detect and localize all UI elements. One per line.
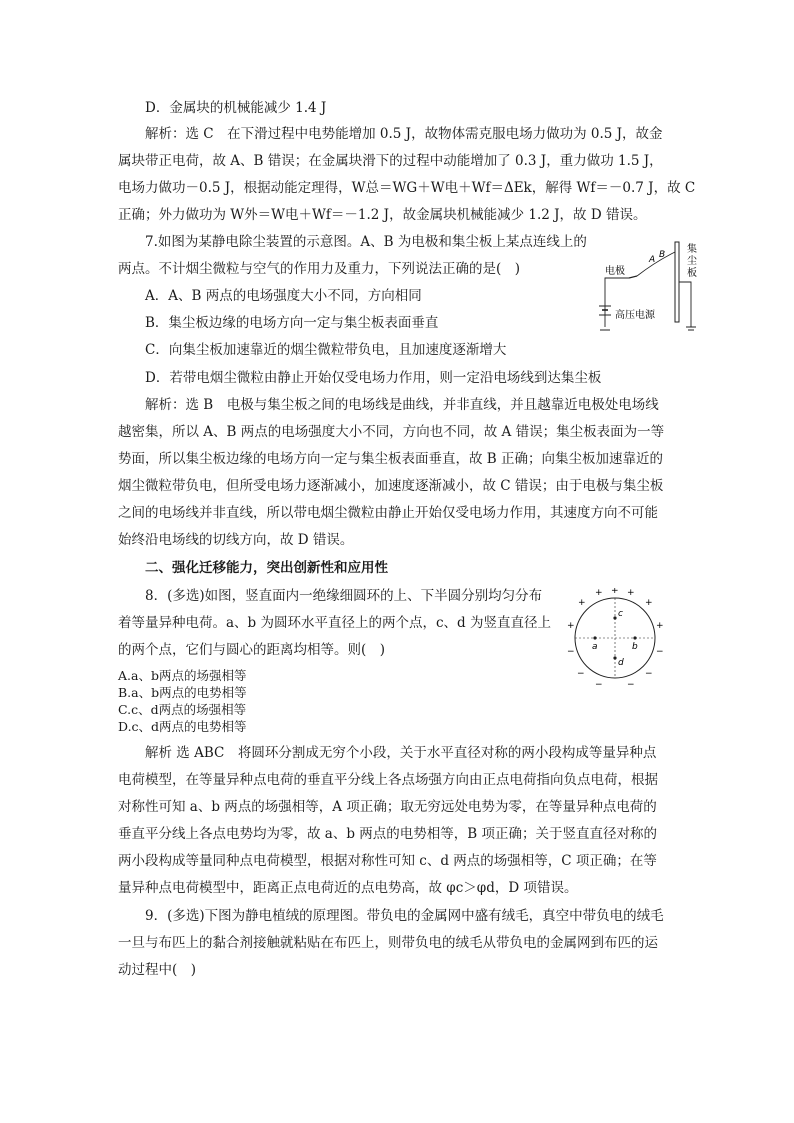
label-a: a xyxy=(592,642,598,652)
wire-right xyxy=(679,282,691,327)
option-b-q8: B.a、b两点的电势相等 xyxy=(118,685,247,700)
charged-ring-diagram xyxy=(565,588,665,688)
analysis-q6-line1: 解析：选 C 在下滑过程中电势能增加 0.5 J，故物体需克服电场力做功为 0.5 J，故金 xyxy=(145,126,663,142)
analysis-q8-line2: 电荷模型，在等量异种点电荷的垂直平分线上各点场强方向由正点电荷指向负点电荷，根据 xyxy=(118,772,658,788)
point-c xyxy=(613,616,616,619)
option-c-q8: C.c、d两点的场强相等 xyxy=(118,702,247,717)
electrode xyxy=(629,276,637,278)
question-9-stem-line2: 一旦与布匹上的黏合剂接触就粘贴在布匹上，则带负电的绒毛从带负电的金属网到布匹的运 xyxy=(118,935,658,951)
section-heading: 二、强化迁移能力，突出创新性和应用性 xyxy=(145,560,388,576)
analysis-q7-line6: 始终沿电场线的切线方向，故 D 错误。 xyxy=(118,532,354,548)
plus-charge: + xyxy=(627,588,635,598)
option-d-q7: D．若带电烟尘微粒由静止开始仅受电场力作用，则一定沿电场线到达集尘板 xyxy=(145,370,602,386)
question-8-stem-line1: 8．(多选)如图，竖直面内一绝缘细圆环的上、下半圆分别均匀分布 xyxy=(145,588,543,604)
label-d: d xyxy=(618,658,624,668)
label-c: c xyxy=(618,609,623,619)
plus-charge: + xyxy=(611,588,619,596)
plus-charge: + xyxy=(567,621,575,631)
point-b-label: B xyxy=(659,250,666,260)
option-d-q8: D.c、d两点的电势相等 xyxy=(118,719,247,734)
option-c-q7: C．向集尘板加速靠近的烟尘微粒带负电，且加速度逐渐增大 xyxy=(145,342,507,358)
point-a-label: A xyxy=(649,255,656,265)
plus-charge: + xyxy=(595,588,603,598)
option-a-q7: A．A、B 两点的电场强度大小不同，方向相同 xyxy=(145,288,422,304)
analysis-q6-line4: 正确；外力做功为 W外＝W电＋Wf＝－1.2 J，故金属块机械能减少 1.2 J，故 D 错误。 xyxy=(118,207,647,223)
question-7-stem-line2: 两点。不计烟尘微粒与空气的作用力及重力，下列说法正确的是( ) xyxy=(118,261,521,277)
analysis-q8-line1: 解析 选 ABC 将圆环分割成无穷个小段，关于水平直径对称的两小段构成等量异种点 xyxy=(145,745,657,761)
analysis-q8-line5: 两小段构成等量同种点电荷模型，根据对称性可知 c、d 两点的场强相等，C 项正确；在等 xyxy=(118,853,657,869)
analysis-q8-line4: 垂直平分线上各点电势均为零，故 a、b 两点的电势相等，B 项正确；关于竖直直径对称的 xyxy=(118,826,657,842)
point-b xyxy=(633,636,636,639)
option-b-q7: B．集尘板边缘的电场方向一定与集尘板表面垂直 xyxy=(145,315,439,331)
question-7-stem-line1: 7.如图为某静电除尘装置的示意图。A、B 为电极和集尘板上某点连线上的 xyxy=(145,234,587,250)
analysis-q8-line6: 量异种点电荷模型中，距离正点电荷近的点电势高，故 φc＞φd，D 项错误。 xyxy=(118,880,578,896)
analysis-q6-line3: 电场力做功－0.5 J，根据动能定理得，W总＝WG＋W电＋Wf＝ΔEk，解得 Wf＝－0.7 J，故 C xyxy=(118,180,696,196)
electrode-label: 电极 xyxy=(605,266,625,277)
analysis-q7-line5: 之间的电场线并非直线，所以带电烟尘微粒由静止开始仅受电场力作用，其速度方向不可能 xyxy=(118,505,658,521)
question-8-stem-line2: 着等量异种电荷。a、b 为圆环水平直径上的两个点，c、d 为竖直直径上 xyxy=(118,615,551,631)
analysis-q6-line2: 属块带正电荷，故 A、B 错误；在金属块滑下的过程中动能增加了 0.3 J，重力做功 1.5 J， xyxy=(118,153,663,169)
point-d xyxy=(613,656,616,659)
plus-charge: + xyxy=(656,621,664,631)
minus-charge: − xyxy=(645,669,653,679)
label-b: b xyxy=(632,642,638,652)
precipitator-diagram xyxy=(595,232,705,337)
analysis-q7-line1: 解析：选 B 电极与集尘板之间的电场线是曲线，并非直线，并且越靠近电极处电场线 xyxy=(145,397,659,413)
minus-charge: − xyxy=(656,647,664,657)
option-a-q8: A.a、b两点的场强相等 xyxy=(118,668,247,683)
collecting-plate xyxy=(675,242,679,322)
analysis-q7-line4: 烟尘微粒带负电，但所受电场力逐渐减小，加速度逐渐减小，故 C 错误；由于电极与集尘板 xyxy=(118,478,664,494)
option-d-q6: D．金属块的机械能减少 1.4 J xyxy=(145,100,327,116)
plate-label-2: 尘 xyxy=(687,256,697,267)
plus-charge: + xyxy=(578,598,586,608)
point-a xyxy=(593,636,596,639)
question-9-stem-line1: 9．(多选)下图为静电植绒的原理图。带负电的金属网中盛有绒毛，真空中带负电的绒毛 xyxy=(145,908,664,924)
analysis-q7-line2: 越密集，所以 A、B 两点的电场强度大小不同，方向也不同，故 A 错误；集尘板表面为一等 xyxy=(118,424,665,440)
plate-label-1: 集 xyxy=(687,244,697,255)
plus-charge: + xyxy=(645,598,653,608)
minus-charge: − xyxy=(595,680,603,688)
question-8-stem-line3: 的两个点，它们与圆心的距离均相等。则( ) xyxy=(118,642,386,658)
minus-charge: − xyxy=(627,680,635,688)
analysis-q7-line3: 势面，所以集尘板边缘的电场方向一定与集尘板表面垂直，故 B 正确；向集尘板加速靠近的 xyxy=(118,451,664,467)
minus-charge: − xyxy=(577,669,585,679)
plate-label-3: 板 xyxy=(687,268,697,279)
field-line xyxy=(637,252,675,276)
minus-charge: − xyxy=(567,647,575,657)
question-9-stem-line3: 动过程中( ) xyxy=(118,962,197,978)
power-source-label: 高压电源 xyxy=(615,310,655,321)
analysis-q8-line3: 对称性可知 a、b 两点的场强相等，A 项正确；取无穷远处电势为零，在等量异种点电荷的 xyxy=(118,799,657,815)
